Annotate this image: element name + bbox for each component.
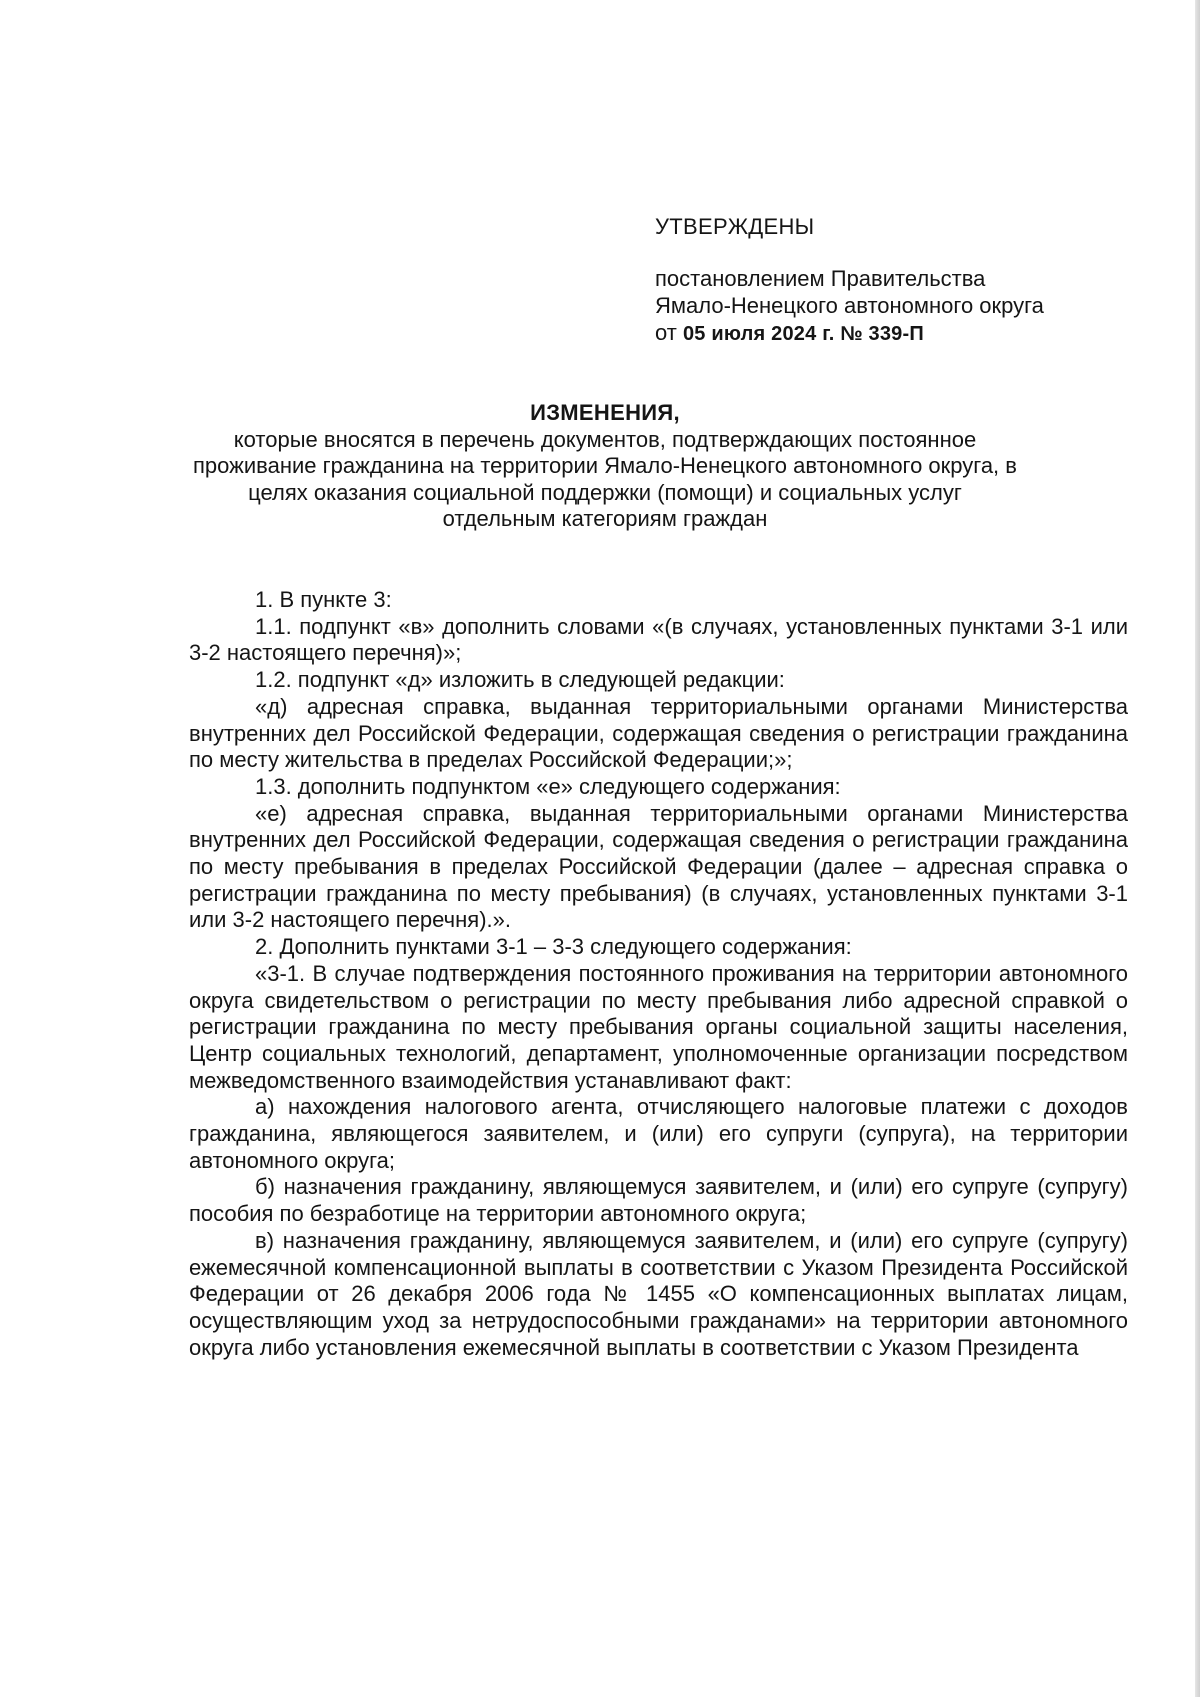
paragraph: «д) адресная справка, выданная территориальными органами Министерства внутренних дел Российской Федерации, содержащая сведения о регистрации гражданина по месту жительства в пределах Российской Федерации;»; [189,693,1128,773]
approval-date-line [655,319,1115,348]
paragraph: в) назначения гражданину, являющемуся заявителем, и (или) его супруге (супругу) ежемесячной компенсационной выплаты в соответствии с Указом Президента Российской Федерации от 26 декабря 2006 года № 1455 «О компенсационных выплатах лицам, осуществляющим уход за нетрудоспособными гражданами» на территории автономного округа либо установления ежемесячной выплаты в соответствии с Указом Президента [189,1227,1128,1360]
paragraph: а) нахождения налогового агента, отчисляющего налоговые платежи с доходов гражданина, являющегося заявителем, и (или) его супруги (супруга), на территории автономного округа; [189,1094,1128,1173]
scan-edge [1195,0,1200,1697]
paragraph: 1.1. подпункт «в» дополнить словами «(в случаях, установленных пунктами 3-1 или 3-2 настоящего перечня)»; [189,613,1128,666]
document-body [189,587,1128,1361]
paragraph: 1.2. подпункт «д» изложить в следующей редакции: [255,667,785,693]
paragraph: «3-1. В случае подтверждения постоянного проживания на территории автономного округа свидетельством о регистрации по месту пребывания либо адресной справкой о регистрации гражданина по месту пребывания органы социальной защиты населения, Центр социальных технологий, департамент, уполномоченные организации посредством межведомственного взаимодействия устанавливают факт: [189,960,1128,1093]
document-subtitle: которые вносятся в перечень документов, подтверждающих постоянное проживание гражданина на территории Ямало-Ненецкого автономного округа, в целях оказания социальной поддержки (помощи) и социальных услуг отдельным категориям граждан [193,426,1017,531]
approval-date-number: 05 июля 2024 г. № 339-П [682,323,924,345]
approval-line-2: Ямало-Ненецкого автономного округа [655,293,1044,318]
title-block [190,400,1020,533]
approval-line-1: постановлением Правительства [655,266,986,291]
paragraph: 2. Дополнить пунктами 3-1 – 3-3 следующего содержания: [255,934,852,960]
paragraph: 1.3. дополнить подпунктом «е» следующего содержания: [255,773,841,799]
paragraph: «е) адресная справка, выданная территориальными органами Министерства внутренних дел Российской Федерации, содержащая сведения о регистрации гражданина по месту пребывания в пределах Российской Федерации (далее – адресная справка о регистрации гражданина по месту пребывания) (в случаях, установленных пунктами 3-1 или 3-2 настоящего перечня).». [189,800,1128,933]
approval-date-prefix: от [655,320,677,345]
paragraph: 1. В пункте 3: [255,587,392,612]
document-title: ИЗМЕНЕНИЯ, [530,400,680,425]
approval-block [655,213,1115,348]
paragraph: б) назначения гражданину, являющемуся заявителем, и (или) его супруге (супругу) пособия по безработице на территории автономного округа; [189,1174,1128,1227]
approval-stamp: УТВЕРЖДЕНЫ [655,214,815,239]
